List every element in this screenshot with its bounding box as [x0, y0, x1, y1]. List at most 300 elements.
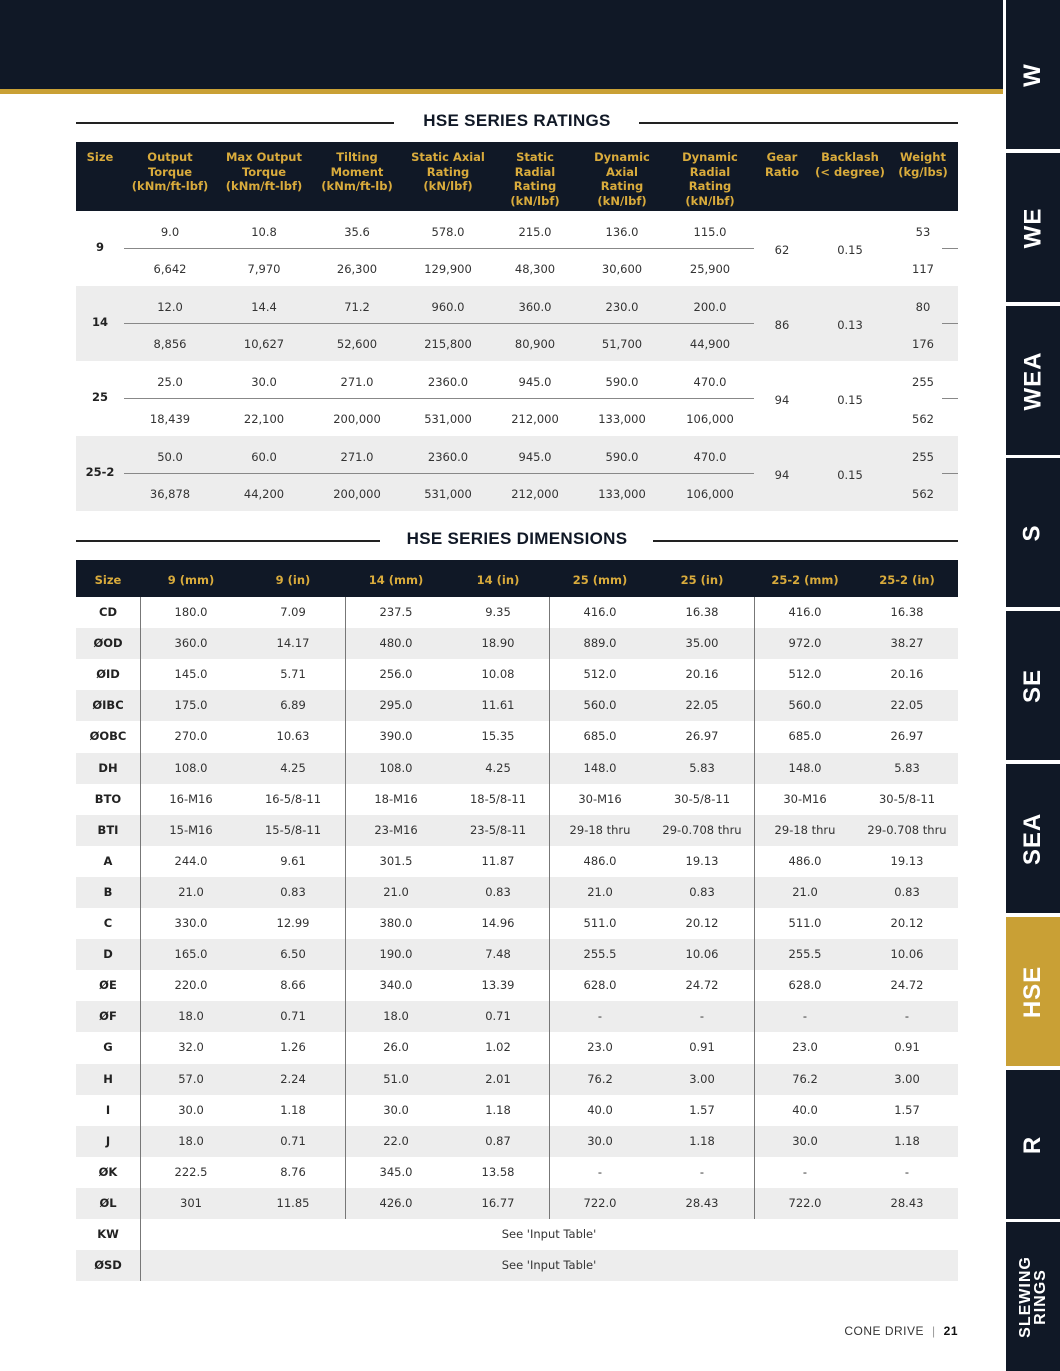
dimension-value: 628.0: [583, 978, 617, 993]
dimension-label: ØID: [96, 667, 120, 682]
dimension-value: 512.0: [583, 667, 617, 682]
side-tab-we[interactable]: [1006, 153, 1060, 302]
metric-value: 200.0: [693, 300, 727, 314]
ratings-size-group: [76, 361, 958, 436]
dimension-value: 486.0: [583, 853, 617, 868]
dimension-value: 40.0: [587, 1102, 613, 1117]
metric-value: 215.0: [518, 225, 552, 239]
dimension-value: 30.0: [587, 1133, 613, 1148]
dimension-label: ØOD: [93, 636, 123, 651]
dimension-value: 18.0: [178, 1133, 204, 1148]
gear-ratio-value: 94: [774, 468, 790, 482]
dimension-value: 22.05: [685, 698, 719, 713]
imperial-value: 531,000: [424, 487, 472, 501]
dimension-value: 1.26: [280, 1040, 306, 1055]
side-tab-hse[interactable]: [1006, 917, 1060, 1066]
side-tab-w[interactable]: [1006, 0, 1060, 149]
dimension-value: 51.0: [383, 1071, 409, 1086]
dimension-value: 0.71: [485, 1009, 511, 1024]
dimension-value: 28.43: [685, 1195, 719, 1210]
dimension-value: 19.13: [685, 853, 719, 868]
dimension-value: 486.0: [788, 853, 822, 868]
dimension-value: 40.0: [792, 1102, 818, 1117]
ratings-header-cell: Backlash (< degree): [815, 150, 885, 179]
dimension-value: 220.0: [174, 978, 208, 993]
dimension-value: 256.0: [379, 667, 413, 682]
dimension-value: 23-M16: [374, 822, 418, 837]
row-divider: [124, 398, 754, 399]
metric-value: 590.0: [605, 450, 639, 464]
dimension-value: 8.76: [280, 1164, 306, 1179]
dimension-value: -: [699, 1164, 705, 1179]
dimension-value: 16-5/8-11: [264, 791, 322, 806]
imperial-value: 133,000: [598, 487, 646, 501]
column-divider: [754, 597, 755, 1219]
dimensions-header-cell: 9 (mm): [167, 573, 215, 587]
dimension-value: 11.87: [481, 853, 515, 868]
dimension-value: 237.5: [379, 605, 413, 619]
weight-kg-value: 53: [915, 225, 931, 239]
imperial-value: 8,856: [153, 337, 187, 351]
dimension-value: -: [699, 1009, 705, 1024]
column-divider: [140, 597, 141, 1281]
dimension-value: 9.35: [485, 605, 511, 619]
dimension-value: 6.50: [280, 947, 306, 962]
metric-value: 25.0: [157, 375, 183, 389]
dimension-row: [76, 1064, 958, 1095]
header-accent-line: [0, 89, 1003, 94]
metric-value: 470.0: [693, 375, 727, 389]
dimension-value: 76.2: [792, 1071, 818, 1086]
dimension-row: [76, 815, 958, 846]
dimension-label: G: [103, 1040, 113, 1055]
dimension-value: 148.0: [583, 760, 617, 775]
dimension-value: 255.5: [583, 947, 617, 962]
dimension-value: 1.18: [689, 1133, 715, 1148]
dimension-value: 24.72: [890, 978, 924, 993]
side-tab-label: SEA: [1018, 812, 1046, 865]
dimension-value: -: [802, 1164, 808, 1179]
imperial-value: 80,900: [514, 337, 556, 351]
size-label: 25-2: [85, 465, 115, 479]
dimension-value: 12.99: [276, 916, 310, 930]
dimension-row: [76, 1032, 958, 1063]
dimension-value: 3.00: [894, 1071, 920, 1086]
ratings-header-cell: Static Radial Rating (kN/lbf): [510, 150, 560, 208]
dimension-value: 255.5: [788, 947, 822, 962]
dimension-value: 1.18: [894, 1133, 920, 1148]
row-divider: [942, 473, 958, 474]
imperial-value: 200,000: [333, 412, 381, 426]
dimension-row: [76, 690, 958, 721]
dimension-label: CD: [99, 605, 117, 619]
dimension-value: 0.83: [689, 884, 715, 899]
dimension-value: 685.0: [788, 729, 822, 744]
dimension-value: 20.16: [890, 667, 924, 682]
dimension-value: 7.48: [485, 947, 511, 962]
page-number: 21: [943, 1324, 958, 1338]
dimension-value: -: [597, 1164, 603, 1179]
dimension-value: 14.17: [276, 636, 310, 651]
dimension-value: 29-0.708 thru: [867, 822, 947, 837]
ratings-header-cell: Static Axial Rating (kN/lbf): [411, 150, 485, 193]
dimension-value: 30-5/8-11: [673, 791, 731, 806]
dimension-row: [76, 721, 958, 752]
dimension-value: 26.0: [383, 1040, 409, 1055]
dimension-value: 10.06: [685, 947, 719, 962]
dimension-value: 5.83: [689, 760, 715, 775]
dimension-value: 390.0: [379, 729, 413, 744]
gear-ratio-value: 62: [774, 243, 790, 257]
dimension-label: ØF: [99, 1009, 117, 1024]
dimension-label: I: [105, 1102, 111, 1117]
ratings-header-cell: Tilting Moment (kNm/ft-lb): [321, 150, 393, 193]
imperial-value: 26,300: [336, 262, 378, 276]
gear-ratio-value: 94: [774, 393, 790, 407]
dimension-value: 18.0: [178, 1009, 204, 1024]
dimension-label: ØSD: [94, 1258, 122, 1273]
dimension-value: 270.0: [174, 729, 208, 744]
dimension-value: 18.90: [481, 636, 515, 651]
imperial-value: 18,439: [149, 412, 191, 426]
dimension-value: 38.27: [890, 636, 924, 651]
dimension-value: 13.39: [481, 978, 515, 993]
dimension-value: 76.2: [587, 1071, 613, 1086]
weight-lbs-value: 117: [912, 262, 934, 276]
side-tab-label: HSE: [1018, 965, 1046, 1018]
side-tab-label: WEA: [1019, 351, 1046, 410]
imperial-value: 44,900: [689, 337, 731, 351]
ratings-title-block: [76, 111, 958, 133]
imperial-value: 44,200: [243, 487, 285, 501]
dimension-value: 29-18 thru: [569, 822, 631, 837]
dimension-value: 21.0: [792, 884, 818, 899]
dimension-label: D: [103, 947, 113, 962]
dimension-label: BTO: [94, 791, 122, 806]
dimension-value: 20.12: [890, 916, 924, 930]
side-tab-se[interactable]: [1006, 611, 1060, 760]
dimension-value: -: [802, 1009, 808, 1024]
dimension-value: 722.0: [583, 1195, 617, 1210]
imperial-value: 215,800: [424, 337, 472, 351]
dimension-value: 13.58: [481, 1164, 515, 1179]
weight-kg-value: 255: [912, 375, 934, 389]
dimension-value: 20.16: [685, 667, 719, 682]
dimensions-header-cell: 14 (in): [476, 573, 520, 587]
weight-lbs-value: 176: [912, 337, 934, 351]
dimension-value: 14.96: [481, 916, 515, 930]
dimension-value: 30.0: [792, 1133, 818, 1148]
dimension-value: 1.57: [894, 1102, 920, 1117]
side-tab-label: R: [1019, 1135, 1046, 1154]
dimension-value: 5.83: [894, 760, 920, 775]
dimension-value: 222.5: [174, 1164, 208, 1179]
dimension-value: 24.72: [685, 978, 719, 993]
imperial-value: 51,700: [601, 337, 643, 351]
dimension-value: 148.0: [788, 760, 822, 775]
dimension-value: 426.0: [379, 1195, 413, 1210]
dimension-value: 180.0: [174, 605, 208, 619]
backlash-value: 0.13: [837, 318, 863, 332]
dimension-value: 15-M16: [169, 822, 213, 837]
dimension-value: 2.24: [280, 1071, 306, 1086]
ratings-header-cell: Output Torque (kNm/ft-lbf): [131, 150, 209, 193]
dimensions-header-cell: 25 (in): [680, 573, 724, 587]
dimension-value: 23.0: [792, 1040, 818, 1055]
dimension-value: 0.83: [894, 884, 920, 899]
dimension-row: [76, 939, 958, 970]
dimension-row: [76, 753, 958, 784]
dimension-row: [76, 628, 958, 659]
metric-value: 578.0: [431, 225, 465, 239]
dimension-value: 5.71: [280, 667, 306, 682]
dimension-value: 1.02: [485, 1040, 511, 1055]
backlash-value: 0.15: [837, 243, 863, 257]
dimension-value: 30-M16: [578, 791, 622, 806]
dimension-row: [76, 877, 958, 908]
dimensions-title: HSE SERIES DIMENSIONS: [406, 529, 628, 548]
dimension-value: 4.25: [280, 760, 306, 775]
ratings-header-cell: Dynamic Axial Rating (kN/lbf): [594, 150, 650, 208]
span-note: See 'Input Table': [501, 1258, 597, 1273]
ratings-header-cell: Dynamic Radial Rating (kN/lbf): [682, 150, 738, 208]
ratings-title: HSE SERIES RATINGS: [423, 111, 611, 130]
dimensions-header-cell: Size: [94, 573, 122, 587]
dimension-span-row: [76, 1250, 958, 1281]
dimensions-header-row: [76, 560, 958, 597]
dimension-label: KW: [97, 1227, 119, 1241]
dimensions-title-block: [76, 529, 958, 551]
imperial-value: 7,970: [247, 262, 281, 276]
dimension-value: 30.0: [178, 1102, 204, 1117]
footer-separator: |: [932, 1324, 936, 1338]
dimension-label: DH: [98, 760, 118, 775]
dimension-value: 145.0: [174, 667, 208, 682]
metric-value: 50.0: [157, 450, 183, 464]
dimension-label: A: [103, 853, 113, 868]
dimension-row: [76, 970, 958, 1001]
metric-value: 271.0: [340, 450, 374, 464]
imperial-value: 36,878: [149, 487, 191, 501]
dimension-value: 20.12: [685, 916, 719, 930]
imperial-value: 212,000: [511, 487, 559, 501]
dimension-row: [76, 1126, 958, 1157]
dimension-value: 511.0: [788, 916, 822, 930]
dimension-row: [76, 1157, 958, 1188]
title-rule-right: [653, 540, 958, 542]
ratings-size-group: [76, 286, 958, 361]
dimension-row: [76, 1001, 958, 1032]
metric-value: 115.0: [693, 225, 727, 239]
imperial-value: 129,900: [424, 262, 472, 276]
dimension-value: 190.0: [379, 947, 413, 962]
side-tab-s[interactable]: [1006, 458, 1060, 607]
dimension-value: 108.0: [174, 760, 208, 775]
side-tab-label: S: [1018, 523, 1046, 542]
row-divider: [942, 323, 958, 324]
backlash-value: 0.15: [837, 468, 863, 482]
column-divider: [549, 597, 550, 1219]
dimension-value: 330.0: [174, 916, 208, 930]
dimension-row: [76, 659, 958, 690]
dimension-value: 165.0: [174, 947, 208, 962]
weight-kg-value: 255: [912, 450, 934, 464]
ratings-header-cell: Max Output Torque (kNm/ft-lbf): [225, 150, 303, 193]
dimension-value: 511.0: [583, 916, 617, 930]
ratings-header-cell: Gear Ratio: [765, 150, 799, 179]
dimension-value: 560.0: [583, 698, 617, 713]
dimension-value: 32.0: [178, 1040, 204, 1055]
dimension-value: 22.0: [383, 1133, 409, 1148]
metric-value: 2360.0: [427, 375, 469, 389]
column-divider: [345, 597, 346, 1219]
dimension-value: 57.0: [178, 1071, 204, 1086]
dimension-label: ØIBC: [92, 698, 124, 713]
imperial-value: 106,000: [686, 487, 734, 501]
metric-value: 9.0: [160, 225, 180, 239]
dimension-row: [76, 597, 958, 628]
backlash-value: 0.15: [837, 393, 863, 407]
dimension-value: 560.0: [788, 698, 822, 713]
title-rule-right: [639, 122, 958, 124]
dimension-value: 480.0: [379, 636, 413, 651]
dimension-value: 28.43: [890, 1195, 924, 1210]
dimension-value: 11.85: [276, 1195, 310, 1210]
dimension-value: 21.0: [383, 884, 409, 899]
side-tab-label: SLEWING RINGS: [1017, 1255, 1050, 1338]
metric-value: 60.0: [251, 450, 277, 464]
imperial-value: 133,000: [598, 412, 646, 426]
dimensions-header-cell: 25 (mm): [572, 573, 628, 587]
imperial-value: 52,600: [336, 337, 378, 351]
metric-value: 960.0: [431, 300, 465, 314]
dimension-value: 685.0: [583, 729, 617, 744]
ratings-header-cell: Size: [86, 150, 114, 164]
metric-value: 12.0: [157, 300, 183, 314]
dimension-value: 0.91: [689, 1040, 715, 1055]
dimensions-header-cell: 14 (mm): [368, 573, 424, 587]
metric-value: 470.0: [693, 450, 727, 464]
dimension-label: BTI: [97, 822, 119, 837]
dimension-value: 10.08: [481, 667, 515, 682]
size-label: 14: [91, 315, 109, 329]
dimension-value: 722.0: [788, 1195, 822, 1210]
dimension-value: 26.97: [890, 729, 924, 744]
metric-value: 945.0: [518, 375, 552, 389]
dimension-span-row: [76, 1219, 958, 1250]
dimension-label: C: [103, 916, 113, 930]
metric-value: 14.4: [251, 300, 277, 314]
dimension-value: 244.0: [174, 853, 208, 868]
side-tab-label: SE: [1018, 668, 1046, 703]
dimension-value: 9.61: [280, 853, 306, 868]
side-tab-wea[interactable]: [1006, 306, 1060, 455]
dimension-value: 16.77: [481, 1195, 515, 1210]
row-divider: [124, 248, 754, 249]
dimension-label: ØE: [99, 978, 117, 993]
dimension-value: 29-18 thru: [774, 822, 836, 837]
dimension-value: 4.25: [485, 760, 511, 775]
metric-value: 590.0: [605, 375, 639, 389]
dimension-value: 345.0: [379, 1164, 413, 1179]
metric-value: 136.0: [605, 225, 639, 239]
ratings-size-group: [76, 211, 958, 286]
dimension-value: 8.66: [280, 978, 306, 993]
dimension-value: 23.0: [587, 1040, 613, 1055]
dimension-value: 301: [180, 1195, 202, 1210]
metric-value: 230.0: [605, 300, 639, 314]
dimension-value: 21.0: [178, 884, 204, 899]
dimensions-header-cell: 25-2 (mm): [771, 573, 839, 587]
imperial-value: 30,600: [601, 262, 643, 276]
dimension-row: [76, 1095, 958, 1126]
dimension-label: J: [105, 1133, 111, 1148]
dimension-value: 21.0: [587, 884, 613, 899]
metric-value: 2360.0: [427, 450, 469, 464]
dimension-value: 360.0: [174, 636, 208, 651]
dimension-value: 2.01: [485, 1071, 511, 1086]
imperial-value: 212,000: [511, 412, 559, 426]
dimension-value: 3.00: [689, 1071, 715, 1086]
side-tab-label: WE: [1018, 207, 1046, 248]
dimension-value: 380.0: [379, 916, 413, 930]
side-tab-r[interactable]: [1006, 1070, 1060, 1219]
imperial-value: 6,642: [153, 262, 187, 276]
imperial-value: 25,900: [689, 262, 731, 276]
metric-value: 271.0: [340, 375, 374, 389]
page-footer: [844, 1324, 958, 1338]
dimension-value: 175.0: [174, 698, 208, 713]
ratings-header-row: [76, 142, 958, 211]
dimension-value: 15-5/8-11: [264, 822, 322, 837]
dimension-label: ØOBC: [89, 729, 127, 744]
dimension-label: H: [103, 1071, 113, 1086]
header-band: [0, 0, 1003, 89]
side-tab-slewing-rings[interactable]: [1006, 1222, 1060, 1371]
dimension-value: 7.09: [280, 605, 306, 619]
dimension-label: ØL: [99, 1195, 117, 1210]
dimension-value: 26.97: [685, 729, 719, 744]
dimension-value: 30-M16: [783, 791, 827, 806]
dimension-label: ØK: [98, 1164, 118, 1179]
dimension-value: 301.5: [379, 853, 413, 868]
dimension-value: 15.35: [481, 729, 515, 744]
weight-lbs-value: 562: [912, 487, 934, 501]
span-note: See 'Input Table': [501, 1227, 597, 1241]
dimension-value: 16.38: [890, 605, 924, 619]
imperial-value: 106,000: [686, 412, 734, 426]
metric-value: 35.6: [344, 225, 370, 239]
dimension-value: 18-M16: [374, 791, 418, 806]
dimension-value: 11.61: [481, 698, 515, 713]
dimension-value: 18.0: [383, 1009, 409, 1024]
dimension-value: 0.87: [485, 1133, 511, 1148]
side-tab-sea[interactable]: [1006, 764, 1060, 913]
dimension-value: -: [904, 1009, 910, 1024]
row-divider: [942, 398, 958, 399]
row-divider: [942, 248, 958, 249]
dimension-label: B: [103, 884, 113, 899]
metric-value: 30.0: [251, 375, 277, 389]
weight-lbs-value: 562: [912, 412, 934, 426]
ratings-header-cell: Weight (kg/lbs): [898, 150, 948, 179]
dimension-value: 35.00: [685, 636, 719, 651]
ratings-size-group: [76, 436, 958, 511]
dimension-value: 23-5/8-11: [469, 822, 527, 837]
dimension-value: 22.05: [890, 698, 924, 713]
dimension-value: 1.57: [689, 1102, 715, 1117]
dimension-row: [76, 784, 958, 815]
